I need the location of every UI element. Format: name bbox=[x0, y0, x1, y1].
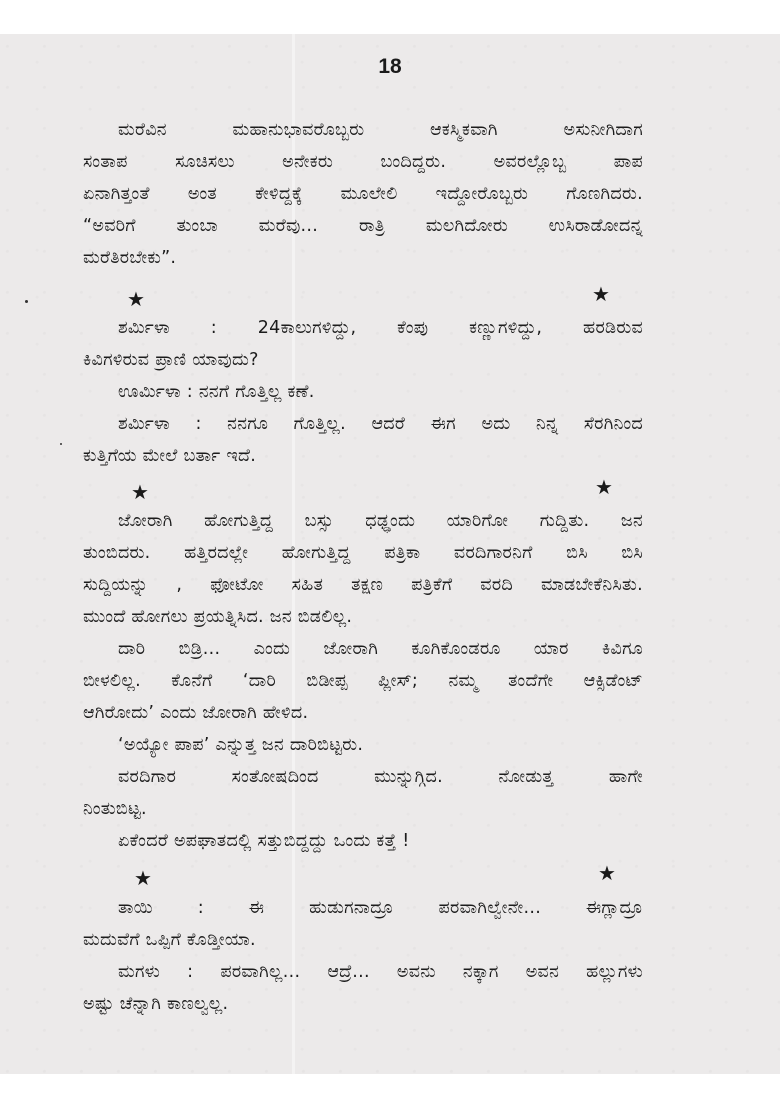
text-line: ಮದುವೆಗೆ ಒಪ್ಪಿಗೆ ಕೊಡ್ತೀಯಾ. bbox=[83, 930, 256, 950]
text-line: ಮುಂದೆ ಹೋಗಲು ಪ್ರಯತ್ನಿಸಿದ. ಜನ ಬಿಡಲಿಲ್ಲ. bbox=[83, 607, 353, 627]
text-line: ಕುತ್ತಿಗೆಯ ಮೇಲೆ ಬರ್ತಾ ಇದೆ. bbox=[83, 446, 257, 466]
star-separator-icon: ★ bbox=[592, 282, 610, 306]
text-line: “ಅವರಿಗೆ ತುಂಬಾ ಮರೆವು... ರಾತ್ರಿ ಮಲಗಿದೋರು ಉಸಿರಾಡೋದನ್ನ bbox=[83, 216, 643, 236]
star-separator-icon: ★ bbox=[131, 480, 149, 504]
text-line: ಏಕೆಂದರೆ ಅಪಘಾತದಲ್ಲಿ ಸತ್ತುಬಿದ್ದದ್ದು ಒಂದು ಕತ್ತೆ ! bbox=[118, 831, 410, 851]
text-line: ಕಿವಿಗಳಿರುವ ಪ್ರಾಣಿ ಯಾವುದು? bbox=[83, 350, 259, 370]
text-line: ಏನಾಗಿತ್ತಂತೆ ಅಂತ ಕೇಳಿದ್ದಕ್ಕೆ ಮೂಲೇಲಿ ಇದ್ದೋರೊಬ್ಬರು ಗೊಣಗಿದರು. bbox=[83, 184, 643, 204]
text-line: ಅಷ್ಟು ಚೆನ್ನಾಗಿ ಕಾಣಲ್ವಲ್ಲ. bbox=[83, 994, 229, 1014]
text-line: ಮರೆತಿರಬೇಕು”. bbox=[83, 248, 177, 268]
text-line: ಸುದ್ದಿಯನ್ನು , ಫೋಟೋ ಸಹಿತ ತಕ್ಷಣ ಪತ್ರಿಕೆಗೆ ವರದಿ ಮಾಡಬೇಕೆನಿಸಿತು. bbox=[83, 575, 643, 595]
text-line: ಜೋರಾಗಿ ಹೋಗುತ್ತಿದ್ದ ಬಸ್ಸು ಧಢ್ಢಂದು ಯಾರಿಗೋ ಗುದ್ದಿತು. ಜನ bbox=[118, 511, 643, 531]
text-line: ಶರ್ಮಿಳಾ : ನನಗೂ ಗೊತ್ತಿಲ್ಲ. ಆದರೆ ಈಗ ಅದು ನಿನ್ನ ಸೆರಗಿನಿಂದ bbox=[118, 414, 643, 434]
text-line: ‘ಅಯ್ಯೋ ಪಾಪ’ ಎನ್ನುತ್ತ ಜನ ದಾರಿಬಿಟ್ಟರು. bbox=[118, 735, 364, 755]
text-line: ಮರೆವಿನ ಮಹಾನುಭಾವರೊಬ್ಬರು ಆಕಸ್ಮಿಕವಾಗಿ ಅಸುನೀಗಿದಾಗ bbox=[118, 120, 643, 140]
text-line: ಸಂತಾಪ ಸೂಚಿಸಲು ಅನೇಕರು ಬಂದಿದ್ದರು. ಅವರಲ್ಲೊಬ್ಬ ಪಾಪ bbox=[83, 152, 643, 172]
text-line: ಬೀಳಲಿಲ್ಲ. ಕೊನೆಗೆ ‘ದಾರಿ ಬಿಡೀಪ್ಪ ಪ್ಲೀಸ್; ನಮ್ಮ ತಂದೆಗೇ ಆಕ್ಸಿಡೆಂಟ್ bbox=[83, 671, 643, 691]
text-line: ಶರ್ಮಿಳಾ : 24ಕಾಲುಗಳಿದ್ದು, ಕೆಂಪು ಕಣ್ಣುಗಳಿದ್ದು, ಹರಡಿರುವ bbox=[118, 318, 643, 338]
text-line: ಮಗಳು : ಪರವಾಗಿಲ್ಲ... ಆದ್ರೆ... ಅವನು ನಕ್ಕಾಗ ಅವನ ಹಲ್ಲುಗಳು bbox=[118, 962, 643, 982]
text-line: ಊರ್ಮಿಳಾ : ನನಗೆ ಗೊತ್ತಿಲ್ಲ ಕಣೆ. bbox=[118, 382, 315, 402]
scan-speck bbox=[60, 443, 62, 445]
text-line: ತಾಯಿ : ಈ ಹುಡುಗನಾದ್ರೂ ಪರವಾಗಿಲ್ವೇನೇ... ಈಗ್ಲಾದ್ರೂ bbox=[118, 898, 643, 918]
text-line: ತುಂಬಿದರು. ಹತ್ತಿರದಲ್ಲೇ ಹೋಗುತ್ತಿದ್ದ ಪತ್ರಿಕಾ ವರದಿಗಾರನಿಗೆ ಬಿಸಿ ಬಿಸಿ bbox=[83, 543, 643, 563]
star-separator-icon: ★ bbox=[598, 861, 616, 885]
star-separator-icon: ★ bbox=[134, 866, 152, 890]
scan-speck bbox=[25, 300, 28, 303]
text-line: ನಿಂತುಬಿಟ್ಟ. bbox=[83, 799, 147, 819]
page-number: 18 bbox=[378, 55, 402, 78]
text-line: ವರದಿಗಾರ ಸಂತೋಷದಿಂದ ಮುನ್ನುಗ್ಗಿದ. ನೋಡುತ್ತ ಹಾಗೇ bbox=[118, 767, 643, 787]
text-line: ದಾರಿ ಬಿಡ್ರಿ... ಎಂದು ಜೋರಾಗಿ ಕೂಗಿಕೊಂಡರೂ ಯಾರ ಕಿವಿಗೂ bbox=[118, 639, 643, 659]
text-line: ಆಗಿರೋದು’ ಎಂದು ಜೋರಾಗಿ ಹೇಳಿದ. bbox=[83, 703, 309, 723]
star-separator-icon: ★ bbox=[595, 475, 613, 499]
star-separator-icon: ★ bbox=[127, 287, 145, 311]
